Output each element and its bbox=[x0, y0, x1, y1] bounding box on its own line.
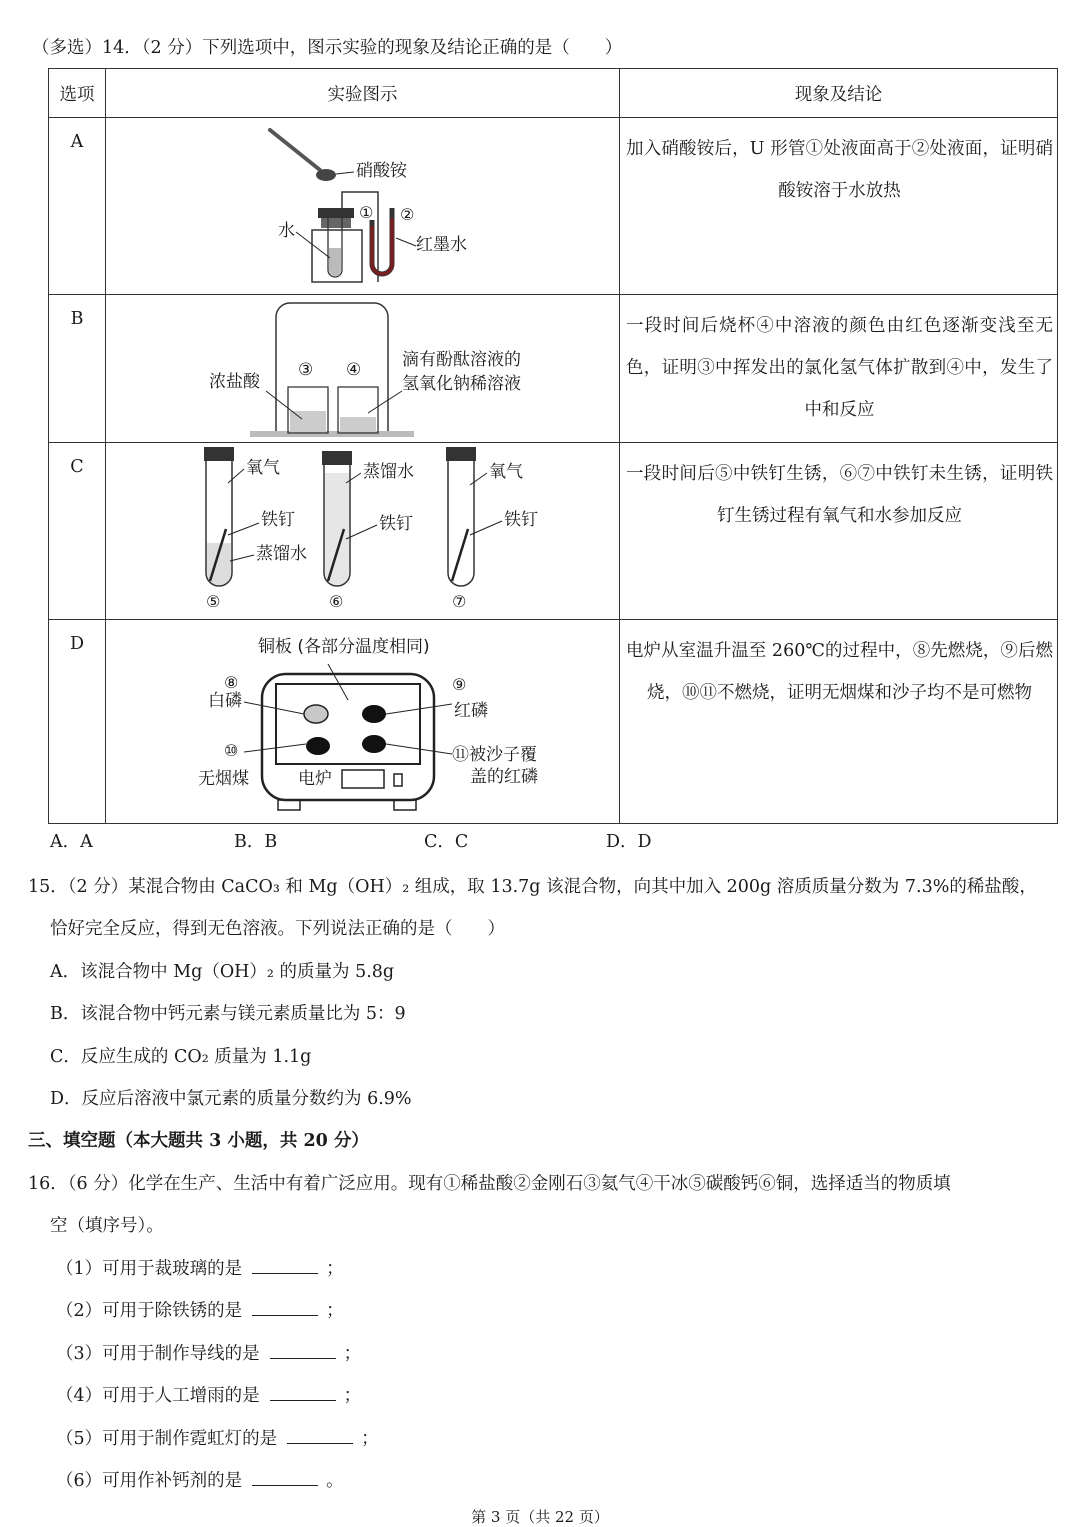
label-tube-5: ⑤ bbox=[206, 592, 221, 611]
q16-item-3-end: ； bbox=[343, 1344, 362, 1364]
q14-row-b bbox=[49, 295, 1058, 443]
q14-stem: （多选）14．（2 分）下列选项中，图示实验的现象及结论正确的是（ ） bbox=[32, 38, 623, 58]
q15-option-a: A．该混合物中 Mg（OH）₂ 的质量为 5.8g bbox=[50, 962, 395, 982]
label-anthracite: 无烟煤 bbox=[198, 769, 249, 789]
q16-item-6-blank[interactable] bbox=[252, 1471, 318, 1486]
label-nail-6: 铁钉 bbox=[379, 514, 413, 534]
label-furnace: 电炉 bbox=[298, 769, 332, 789]
label-naoh: 氢氧化钠稀溶液 bbox=[402, 374, 521, 394]
label-red-ink: 红墨水 bbox=[416, 235, 467, 255]
q16-item-3-blank[interactable] bbox=[270, 1344, 336, 1359]
label-beaker-3: ③ bbox=[298, 360, 314, 380]
label-water-5: 蒸馏水 bbox=[256, 544, 307, 564]
q16-item-6 bbox=[56, 1467, 344, 1492]
label-u-tube-1: ① bbox=[359, 203, 374, 222]
label-tube-6: ⑥ bbox=[329, 592, 344, 611]
row-d-option: D bbox=[49, 620, 106, 824]
label-nail-5: 铁钉 bbox=[261, 510, 295, 530]
q14-choice-a: A．A bbox=[50, 832, 93, 852]
q15-stem-2: 恰好完全反应，得到无色溶液。下列说法正确的是（ ） bbox=[50, 919, 505, 939]
q14-row-a bbox=[49, 118, 1058, 295]
q16-item-4-end: ； bbox=[343, 1386, 362, 1406]
page-footer: 第 3 页（共 22 页） bbox=[471, 1508, 609, 1526]
q14-row-c bbox=[49, 443, 1058, 620]
label-ammonium-nitrate: 硝酸铵 bbox=[356, 161, 407, 181]
q16-stem-1: 16．（6 分）化学在生产、生活中有着广泛应用。现有①稀盐酸②金刚石③氦气④干冰⑤碳酸钙⑥铜，选择适当的物质填 bbox=[28, 1174, 951, 1194]
label-d-8: ⑧ bbox=[224, 673, 239, 692]
header-figure: 实验图示 bbox=[106, 69, 620, 118]
header-option: 选项 bbox=[49, 69, 106, 118]
electric-furnace-apparatus bbox=[106, 620, 620, 823]
label-water: 水 bbox=[278, 221, 295, 241]
q14-table bbox=[48, 68, 1058, 824]
label-tube-7: ⑦ bbox=[452, 592, 467, 611]
beaker-diffusion-apparatus bbox=[106, 295, 620, 442]
q16-item-5-text: （5）可用于制作霓虹灯的是 bbox=[56, 1429, 278, 1449]
row-a-result: 加入硝酸铵后，U 形管①处液面高于②处液面，证明硝酸铵溶于水放热 bbox=[620, 118, 1058, 295]
label-u-tube-2: ② bbox=[400, 205, 415, 224]
label-nail-7: 铁钉 bbox=[504, 510, 538, 530]
q14-choice-d: D．D bbox=[606, 832, 652, 852]
row-b-result: 一段时间后烧杯④中溶液的颜色由红色逐渐变浅至无色，证明③中挥发出的氯化氢气体扩散到④中，发生了中和反应 bbox=[620, 295, 1058, 443]
row-a-figure bbox=[106, 118, 620, 295]
label-beaker-4: ④ bbox=[346, 360, 362, 380]
label-d-10: ⑩ bbox=[224, 741, 239, 760]
q16-item-1-end: ； bbox=[326, 1259, 344, 1279]
q16-item-1-text: （1）可用于裁玻璃的是 bbox=[56, 1259, 243, 1279]
q14-header-row bbox=[49, 69, 1058, 118]
label-sand-covered-1: ⑪被沙子覆 bbox=[452, 745, 537, 765]
q16-item-2 bbox=[56, 1297, 344, 1322]
label-red-phosphorus: 红磷 bbox=[454, 701, 488, 721]
row-d-result: 电炉从室温升温至 260℃的过程中，⑧先燃烧，⑨后燃烧，⑩⑪不燃烧，证明无烟煤和沙子均不是可燃物 bbox=[620, 620, 1058, 824]
label-copper-plate: 铜板 (各部分温度相同) bbox=[258, 637, 430, 657]
label-white-phosphorus: 白磷 bbox=[208, 691, 242, 711]
q15-option-c: C．反应生成的 CO₂ 质量为 1.1g bbox=[50, 1047, 312, 1067]
label-oxygen-7: 氧气 bbox=[489, 462, 523, 482]
row-c-result: 一段时间后⑤中铁钉生锈，⑥⑦中铁钉未生锈，证明铁钉生锈过程有氧气和水参加反应 bbox=[620, 443, 1058, 620]
q16-item-3 bbox=[56, 1340, 361, 1365]
label-water-6: 蒸馏水 bbox=[363, 462, 414, 482]
q15-stem-1: 15．（2 分）某混合物由 CaCO₃ 和 Mg（OH）₂ 组成，取 13.7g 该混合物，向其中加入 200g 溶质质量分数为 7.3%的稀盐酸， bbox=[28, 877, 1037, 897]
q16-item-5-end: ； bbox=[361, 1429, 379, 1449]
iron-nail-tubes bbox=[106, 443, 620, 619]
q15-option-b: B．该混合物中钙元素与镁元素质量比为 5：9 bbox=[50, 1004, 406, 1024]
section-3-title: 三、填空题（本大题共 3 小题，共 20 分） bbox=[28, 1131, 369, 1151]
q16-item-3-text: （3）可用于制作导线的是 bbox=[56, 1344, 260, 1364]
q14-choice-b: B．B bbox=[234, 832, 278, 852]
q16-item-6-end: 。 bbox=[326, 1471, 344, 1491]
q16-item-5 bbox=[56, 1425, 379, 1450]
q16-item-6-text: （6）可用作补钙剂的是 bbox=[56, 1471, 243, 1491]
row-c-figure bbox=[106, 443, 620, 620]
label-conc-hcl: 浓盐酸 bbox=[209, 372, 260, 392]
row-b-figure bbox=[106, 295, 620, 443]
q15-option-d: D．反应后溶液中氯元素的质量分数约为 6.9% bbox=[50, 1089, 412, 1109]
label-sand-covered-2: 盖的红磷 bbox=[470, 767, 538, 787]
label-d-9: ⑨ bbox=[452, 675, 467, 694]
q16-item-1 bbox=[56, 1255, 344, 1280]
q16-stem-2: 空（填序号）。 bbox=[50, 1216, 164, 1236]
q14-choice-c: C．C bbox=[424, 832, 469, 852]
row-d-figure bbox=[106, 620, 620, 824]
q16-item-4 bbox=[56, 1382, 361, 1407]
q16-item-5-blank[interactable] bbox=[287, 1429, 353, 1444]
q16-item-2-text: （2）可用于除铁锈的是 bbox=[56, 1301, 243, 1321]
label-phenolphthalein: 滴有酚酞溶液的 bbox=[402, 350, 521, 370]
q16-item-2-blank[interactable] bbox=[252, 1301, 318, 1316]
ammonium-nitrate-apparatus bbox=[106, 118, 620, 294]
header-result: 现象及结论 bbox=[620, 69, 1058, 118]
q16-item-4-text: （4）可用于人工增雨的是 bbox=[56, 1386, 260, 1406]
row-a-option: A bbox=[49, 118, 106, 295]
q14-row-d bbox=[49, 620, 1058, 824]
q16-item-1-blank[interactable] bbox=[252, 1259, 318, 1274]
row-c-option: C bbox=[49, 443, 106, 620]
label-oxygen-5: 氧气 bbox=[246, 458, 280, 478]
q16-item-4-blank[interactable] bbox=[270, 1386, 336, 1401]
q16-item-2-end: ； bbox=[326, 1301, 344, 1321]
row-b-option: B bbox=[49, 295, 106, 443]
